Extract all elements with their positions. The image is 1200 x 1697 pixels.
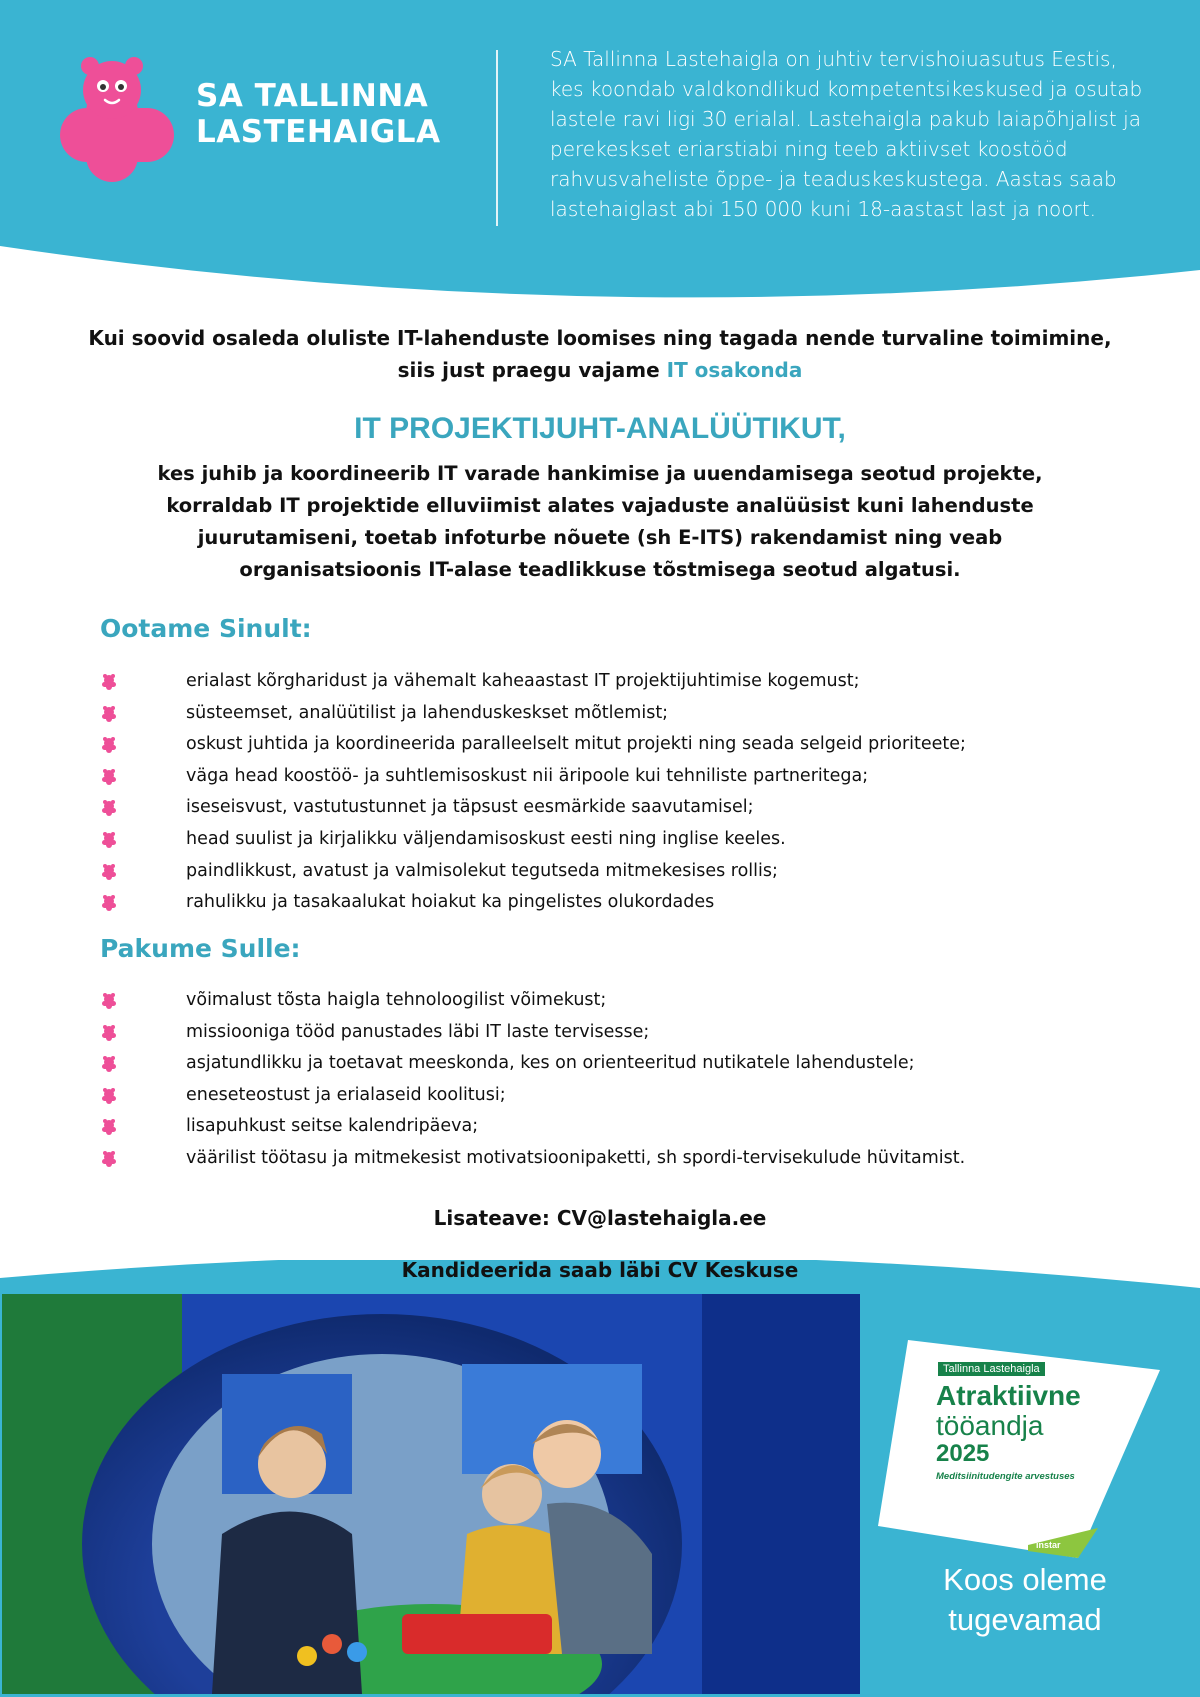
hospital-intro-text: SA Tallinna Lastehaigla on juhtiv tervishoiuasutus Eestis, kes koondab valdkondlikud kompetentsikeskused ja osutab lastele ravi ligi 30 erialal. Lastehaigla pakub laiapõhjalist ja perekeskset eriarstiabi ning teeb aktiivset koostööd rahvusvaheliste õppe- ja teaduskeskustega. Aastas saab lastehaiglast abi 150 000 kuni 18-aastast last ja noort. xyxy=(550,47,1143,221)
bear-bullet-icon xyxy=(100,863,118,881)
bear-bullet-icon xyxy=(100,768,118,786)
bear-cross-logo-icon xyxy=(60,56,180,182)
list-item xyxy=(100,792,1160,824)
badge-year: 2025 xyxy=(936,1440,990,1467)
list-item-text: paindlikkust, avatust ja valmisolekut tegutseda mitmekesises rollis; xyxy=(186,860,778,881)
bear-bullet-icon xyxy=(100,736,118,754)
bear-bullet-icon xyxy=(100,673,118,691)
list-item xyxy=(100,729,1160,761)
bear-bullet-icon xyxy=(100,831,118,849)
badge-brand: instar xyxy=(1036,1540,1061,1550)
bear-bullet-icon xyxy=(100,705,118,723)
list-item-text: võimalust tõsta haigla tehnoloogilist võimekust; xyxy=(186,990,607,1010)
intro-text: Kui soovid osaleda oluliste IT-lahenduste loomises ning tagada nende turvaline toimimine, siis just praegu vajame xyxy=(88,326,1112,382)
list-item-text: asjatundlikku ja toetavat meeskonda, kes on orienteeritud nutikatele lahendustele; xyxy=(186,1053,915,1074)
list-item-text: oskust juhtida ja koordineerida paralleelselt mitut projekti ning seada selgeid prioriteete; xyxy=(186,734,966,755)
job-title: IT PROJEKTIJUHT-ANALÜÜTIKUT, xyxy=(354,412,846,445)
bear-bullet-icon xyxy=(100,1055,118,1073)
list-item-text: head suulist ja kirjalikku väljendamisoskust eesti ning inglise keeles. xyxy=(186,828,786,849)
list-item-text: eneseteostust ja erialaseid koolitusi; xyxy=(186,1084,506,1105)
list-item-text: erialast kõrgharidust ja vähemalt kaheaastast IT projektijuhtimise kogemust; xyxy=(186,671,860,691)
list-item xyxy=(100,666,1160,698)
badge-shape-icon xyxy=(878,1340,1168,1580)
bear-bullet-icon xyxy=(100,894,118,912)
list-item xyxy=(100,1017,1160,1049)
list-item-text: lisapuhkust seitse kalendripäeva; xyxy=(186,1116,479,1137)
intro-paragraph xyxy=(80,322,1120,386)
list-item xyxy=(100,985,1160,1017)
header-divider xyxy=(496,50,498,226)
list-item xyxy=(100,1143,1160,1175)
badge-organization: Tallinna Lastehaigla xyxy=(938,1362,1045,1376)
list-item xyxy=(100,1080,1160,1112)
list-item-text: rahulikku ja tasakaalukat hoiakut ka pingelistes olukordades xyxy=(186,892,715,913)
list-item-text: väärilist töötasu ja mitmekesist motivatsioonipaketti, sh spordi-tervisekulude hüvitamist. xyxy=(186,1147,966,1168)
bear-bullet-icon xyxy=(100,1150,118,1168)
list-item-text: iseseisvust, vastutustunnet ja täpsust eesmärkide saavutamisel; xyxy=(186,797,754,818)
list-item-text: süsteemset, analüütilist ja lahenduskeskset mõtlemist; xyxy=(186,702,669,723)
badge-title-line-2: tööandja xyxy=(936,1410,1044,1441)
requirements-list xyxy=(100,666,1160,919)
offers-heading: Pakume Sulle: xyxy=(100,934,301,963)
list-item-text: missiooniga tööd panustades läbi IT laste tervisesse; xyxy=(186,1021,650,1042)
list-item xyxy=(100,856,1160,888)
offers-list xyxy=(100,985,1160,1175)
list-item xyxy=(100,824,1160,856)
slogan: Koos oleme tugevamad xyxy=(943,1562,1107,1637)
requirements-heading: Ootame Sinult: xyxy=(100,614,312,643)
list-item xyxy=(100,761,1160,793)
list-item-text: väga head koostöö- ja suhtlemisoskust nii äripoole kui tehniliste partneritega; xyxy=(186,765,869,786)
logo-wordmark xyxy=(196,78,441,150)
intro-accent-department: IT osakonda xyxy=(666,358,803,382)
logo-line-2: LASTEHAIGLA xyxy=(196,114,441,150)
list-item xyxy=(100,1111,1160,1143)
list-item xyxy=(100,698,1160,730)
nurse-playing-with-children-photo xyxy=(2,1294,860,1694)
bear-bullet-icon xyxy=(100,1118,118,1136)
list-item xyxy=(100,887,1160,919)
apply-instructions: Kandideerida saab läbi CV Keskuse xyxy=(401,1258,799,1282)
more-info-contact: Lisateave: CV@lastehaigla.ee xyxy=(433,1206,767,1230)
list-item xyxy=(100,1048,1160,1080)
bear-bullet-icon xyxy=(100,1087,118,1105)
badge-subtitle: Meditsiinitudengite arvestuses xyxy=(936,1471,1075,1482)
bear-bullet-icon xyxy=(100,992,118,1010)
hospital-logo xyxy=(60,56,460,186)
logo-line-1: SA TALLINNA xyxy=(196,78,429,114)
attractive-employer-badge xyxy=(878,1340,1168,1550)
job-description: kes juhib ja koordineerib IT varade hankimise ja uuendamisega seotud projekte, korraldab IT projektide elluviimist alates vajaduste analüüsist kuni lahenduste juurutamiseni, toetab infoturbe nõuete (sh E-ITS) rakendamist ning veab organisatsioonis IT-alase teadlikkuse tõstmisega seotud algatusi. xyxy=(157,462,1043,581)
bear-bullet-icon xyxy=(100,1024,118,1042)
badge-title-line-1: Atraktiivne xyxy=(936,1380,1081,1411)
bear-bullet-icon xyxy=(100,799,118,817)
